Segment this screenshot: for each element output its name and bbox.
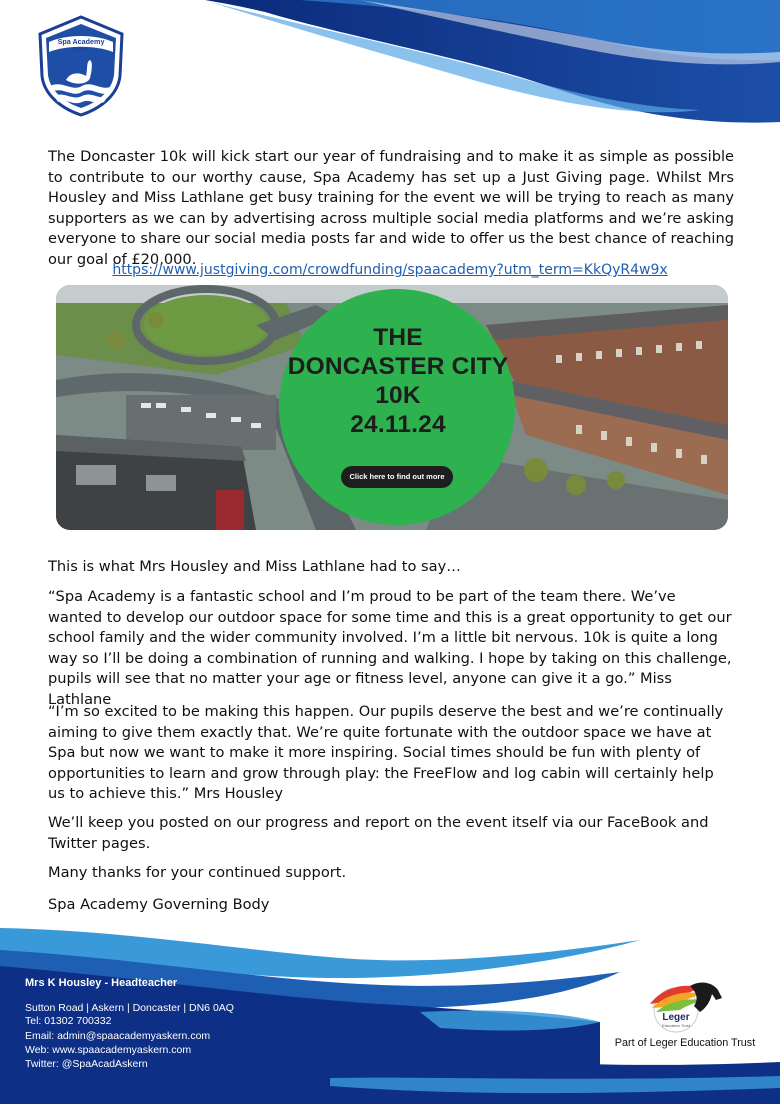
- intro-paragraph: The Doncaster 10k will kick start our year of fundraising and to make it as simple as possible to contribute to our worthy cause, Spa Academy has set up a Just Giving page. Whilst Mrs Housley and Miss Lathlane get busy training for the event we will be trying to reach as many supporters as we can by advertising across multiple social media platforms and we’re asking everyone to share our social media posts far and wide to offer us the best chance of reaching our goal of £20,000.: [48, 148, 734, 268]
- event-title: [285, 323, 511, 439]
- event-title-line1: THE: [373, 324, 423, 351]
- svg-text:Education Trust: Education Trust: [662, 1023, 690, 1028]
- footer-address: Sutton Road | Askern | Doncaster | DN6 0AQ: [25, 1002, 234, 1014]
- footer-headteacher: Mrs K Housley - Headteacher: [25, 977, 178, 989]
- footer-email[interactable]: Email: admin@spaacademyaskern.com: [25, 1030, 211, 1042]
- event-title-line2: DONCASTER CITY: [287, 353, 509, 380]
- justgiving-link[interactable]: https://www.justgiving.com/crowdfunding/spaacademy?utm_term=KkQyR4w9x: [112, 262, 668, 278]
- trust-caption: Part of Leger Education Trust: [614, 1037, 756, 1049]
- school-crest-logo: [36, 14, 126, 118]
- footer-website[interactable]: Web: www.spaacademyaskern.com: [25, 1044, 192, 1056]
- svg-text:Leger: Leger: [662, 1012, 690, 1023]
- leger-trust-logo: [640, 976, 724, 1034]
- intro-quotes-line: This is what Mrs Housley and Miss Lathlane had to say…: [48, 558, 461, 575]
- quote-miss-lathlane: “Spa Academy is a fantastic school and I’m proud to be part of the team there. We’ve wanted to develop our outdoor space for some time and this is a great opportunity to get our school family and the wider community involved. I’m a little bit nervous. 10k is quite a long way so I’ll be doing a combination of running and walking. I hope by taking on this challenge, pupils will see that no matter your age or fitness level, anyone can give it a go.” Miss Lathlane: [48, 588, 732, 708]
- thanks-paragraph: Many thanks for your continued support.: [48, 864, 347, 881]
- svg-text:Spa Academy: Spa Academy: [57, 37, 105, 46]
- quote-mrs-housley: “I’m so excited to be making this happen. Our pupils deserve the best and we’re continually aiming to give them exactly that. We’re quite fortunate with the outdoor space we have at Spa but now we want to make it more inspiring. Social times should be fun with plenty of opportunities to learn and grow through play: the FreeFlow and log cabin will certainly help us to achieve this.” Mrs Housley: [48, 703, 724, 803]
- signoff: Spa Academy Governing Body: [48, 896, 270, 913]
- find-out-more-button[interactable]: Click here to find out more: [341, 466, 453, 488]
- footer-twitter[interactable]: Twitter: @SpaAcadAskern: [25, 1058, 148, 1070]
- update-paragraph: We’ll keep you posted on our progress and report on the event itself via our FaceBook and Twitter pages.: [48, 814, 709, 852]
- event-date: 24.11.24: [350, 411, 446, 438]
- svg-text:Askern: Askern: [72, 47, 90, 53]
- event-title-line3: 10K: [375, 382, 421, 409]
- footer-telephone: Tel: 01302 700332: [25, 1015, 112, 1027]
